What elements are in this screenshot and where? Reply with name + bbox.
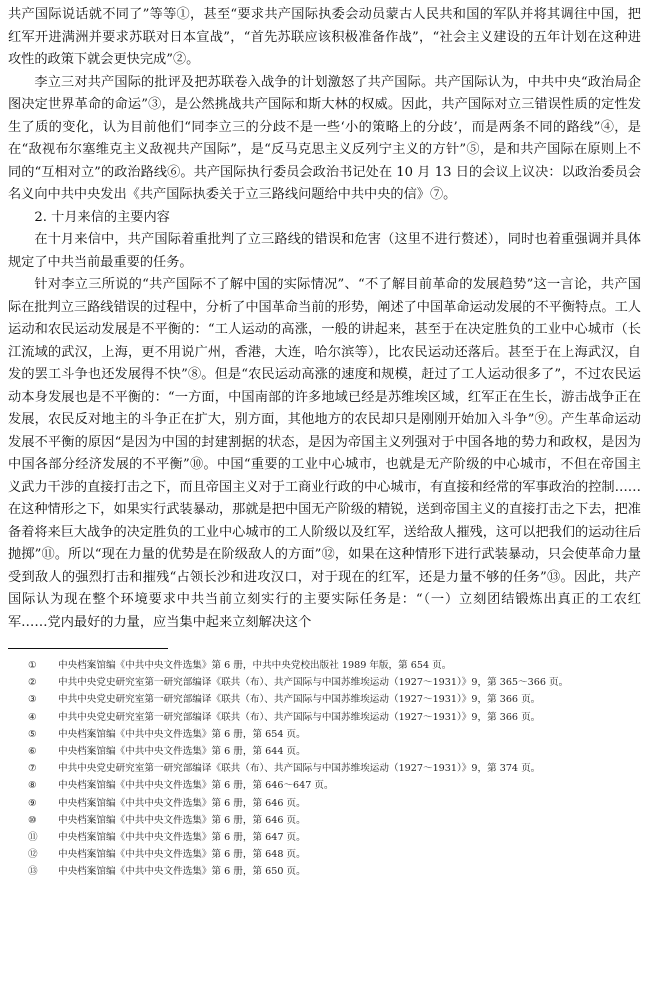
footnote-mark: ② [28,677,37,689]
footnote [8,846,641,863]
footnote-text: 中共中央党史研究室第一研究部编译《联共（布）、共产国际与中国苏维埃运动（1927～1931）》9，第 365～366 页。 [58,677,569,689]
footnote-mark: ⑤ [28,728,37,740]
footnote-text: 中共中央党史研究室第一研究部编译《联共（布）、共产国际与中国苏维埃运动（1927～1931）》9，第 374 页。 [58,763,541,775]
section-heading: 2. 十月来信的主要内容 [34,209,170,225]
footnote [8,795,641,812]
footnote-mark: ① [28,660,37,671]
paragraph-4: 针对李立三所说的“共产国际不了解中国的实际情况”、“不了解目前革命的发展趋势”这一言论，共产国际在批判立三路线错误的过程中，分析了中国革命当前的形势，阐述了中国革命运动发展的不平衡特点。工人运动和农民运动发展是不平衡的：“工人运动的高涨，一般的讲起来，甚至于在决定胜负的工业中心城市（长江流域的武汉，上海，更不用说广州，香港，大连，哈尔滨等），比农民运动还落后。甚至于在上海武汉，自发的罢工斗争也还发展得不快”⑧。但是“农民运动高涨的速度和规模，赶过了工人运动很多了”，不过农民运动本身发展也是不平衡的：“一方面，中国南部的许多地域已经是苏维埃区域，红军正在生长，游击战争正在发展，农民反对地主的斗争正在扩大，别方面，其他地方的农民却只是刚刚开始加入斗争”⑨。产生革命运动发展不平衡的原因“是因为中国的封建割据的状态，是因为帝国主义列强对于中国各地的势力和政权，是因为中国各部分经济发展的不平衡”⑩。中国“重要的工业中心城市，也就是无产阶级的中心城市，不但在帝国主义武力干涉的直接打击之下，而且帝国主义对于工商业行政的中心城市，有直接和经常的军事政治的控制……在这种情形之下，如果实行武装暴动，那就是把中国无产阶级的精锐，送到帝国主义的直接打击之下去，把准备着将来巨大战争的决定胜负的工业中心城市的工人阶级以及红军，送给敌人摧残，这可以把我们的运动往后抛掷”⑪。所以“现在力量的优势是在阶级敌人的方面”⑫，如果在这种情形下进行武装暴动，只会使革命力量受到敌人的强烈打击和摧残“占领长沙和进攻汉口，对于现在的红军，还是力量不够的任务”⑬。因此，共产国际认为现在整个环境要求中共当前立刻实行的主要实际任务是：“（一）立刻团结锻炼出真正的工农红军……党内最好的力量，应当集中起来立刻解决这个 [8,277,641,630]
footnote-text: 中央档案馆编《中共中央文件选集》第 6 册，第 646～647 页。 [58,780,334,792]
footnote-text: 中央档案馆编《中共中央文件选集》第 6 册，第 644 页。 [58,746,306,758]
footnote [8,743,641,760]
footnote [8,863,641,880]
footnote-text: 中央档案馆编《中共中央文件选集》第 6 册，第 648 页。 [58,849,306,861]
footnote-text: 中央档案馆编《中共中央文件选集》第 6 册，第 650 页。 [58,866,306,878]
footnotes-list [8,657,641,881]
footnote-mark: ⑬ [28,866,38,878]
footnote-mark: ⑥ [28,746,37,758]
footnote-mark: ④ [28,711,37,723]
footnote [8,812,641,829]
footnote [8,691,641,708]
footnote-text: 中央档案馆编《中共中央文件选集》第 6 册，第 646 页。 [58,797,306,809]
footnote [8,777,641,794]
footnote-text: 中共中央党史研究室第一研究部编译《联共（布）、共产国际与中国苏维埃运动（1927～1931）》9，第 366 页。 [58,694,541,706]
footnote-divider [8,648,168,649]
footnote-mark: ③ [28,694,37,706]
footnote-text: 中共中央党史研究室第一研究部编译《联共（布）、共产国际与中国苏维埃运动（1927～1931）》9，第 366 页。 [58,711,541,723]
footnote-mark: ⑦ [28,763,37,775]
paragraph-1: 共产国际说话就不同了”等等①，甚至“要求共产国际执委会动员蒙古人民共和国的军队并将其调往中国，把红军开进满洲并要求苏联对日本宣战”，“首先苏联应该积极准备作战”，“社会主义建设的五年计划在这种进攻性的政策下就会更快完成”②。 [8,7,641,67]
body-text [8,4,641,634]
footnote-text: 中央档案馆编《中共中央文件选集》第 6 册，第 654 页。 [58,728,306,740]
footnote-mark: ⑨ [28,797,37,809]
footnote [8,674,641,691]
footnote-mark: ⑧ [28,780,37,792]
footnote-mark: ⑫ [28,849,38,861]
footnote-text: 中央档案馆编《中共中央文件选集》第 6 册，第 646 页。 [58,814,306,826]
footnote-mark: ⑪ [28,832,38,844]
footnote [8,760,641,777]
footnote [8,726,641,743]
paragraph-2: 李立三对共产国际的批评及把苏联卷入战争的计划激怒了共产国际。共产国际认为，中共中央“政治局企图决定世界革命的命运”③，是公然挑战共产国际和斯大林的权威。因此，共产国际对立三错误性质的定性发生了质的变化，认为目前他们“同李立三的分歧不是一些‘小的策略上的分歧’，而是两条不同的路线”④，是在“敌视布尔塞维克主义敌视共产国际”，是“反马克思主义反列宁主义的方针”⑤，是和共产国际在原则上不同的“互相对立”的政治路线⑥。共产国际执行委员会政治书记处在 10 月 13 日的会议上议决：以政治委员会名义向中共中央发出《共产国际执委关于立三路线问题给中共中央的信》⑦。 [8,74,641,202]
footnote [8,829,641,846]
footnote-mark: ⑩ [28,814,37,826]
paragraph-3: 在十月来信中，共产国际着重批判了立三路线的错误和危害（这里不进行赘述），同时也着重强调并具体规定了中共当前最重要的任务。 [8,232,641,270]
footnote-text: 中央档案馆编《中共中央文件选集》第 6 册，中共中央党校出版社 1989 年版，第 654 页。 [58,660,452,671]
footnote [8,657,641,674]
footnote [8,709,641,726]
footnote-text: 中央档案馆编《中共中央文件选集》第 6 册，第 647 页。 [58,832,306,844]
